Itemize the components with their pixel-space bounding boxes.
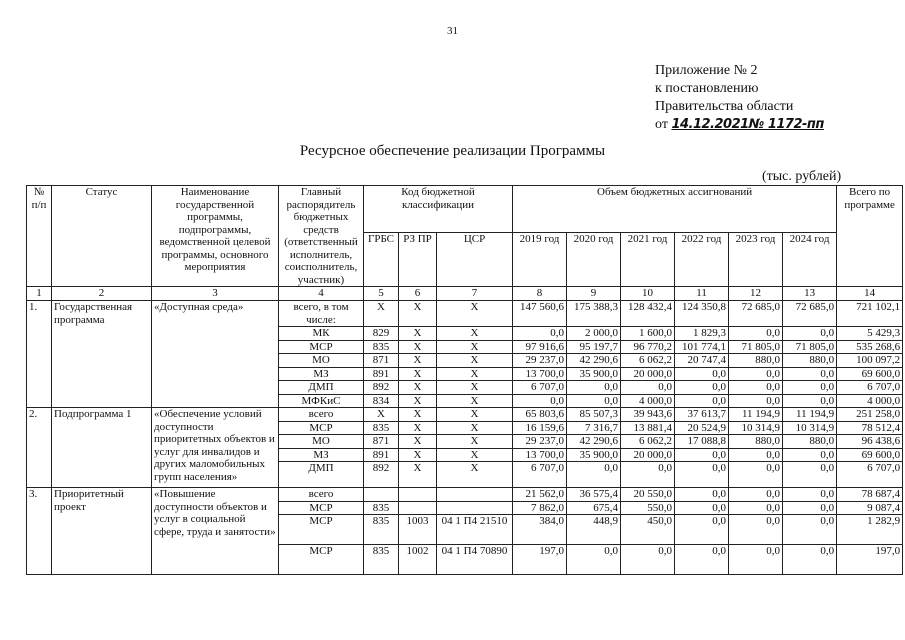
appendix-date-prefix: от (655, 117, 668, 132)
row-rzpr: Х (399, 421, 437, 435)
header-rzpr: РЗ ПР (399, 233, 437, 287)
row-year-value: 0,0 (729, 381, 783, 395)
row-year-value: 0,0 (675, 381, 729, 395)
row-year-value: 65 803,6 (513, 408, 567, 422)
row-year-value: 0,0 (729, 448, 783, 462)
row-year-value: 0,0 (567, 381, 621, 395)
header-admin: Главный распорядитель бюджетных средств (ответственный исполнитель, соисполнитель, участник) (279, 186, 364, 287)
header-status: Статус (52, 186, 152, 287)
row-year-value: 21 562,0 (513, 488, 567, 502)
row-admin: МЗ (279, 367, 364, 381)
row-grbs: 829 (364, 327, 399, 341)
row-year-value: 35 900,0 (567, 367, 621, 381)
row-year-value: 880,0 (729, 435, 783, 449)
row-year-value: 0,0 (783, 448, 837, 462)
row-year-value: 6 062,2 (621, 354, 675, 368)
row-year-value: 36 575,4 (567, 488, 621, 502)
row-year-value: 880,0 (783, 354, 837, 368)
row-grbs: 891 (364, 448, 399, 462)
row-year-value: 0,0 (729, 462, 783, 488)
row-rzpr: Х (399, 435, 437, 449)
row-rzpr: Х (399, 340, 437, 354)
row-year-value: 11 194,9 (729, 408, 783, 422)
header-name: Наименование государственной программы, подпрограммы, ведомственной целевой программы, основного мероприятия (152, 186, 279, 287)
column-number: 14 (837, 287, 903, 301)
row-csr: Х (437, 367, 513, 381)
row-total-value: 6 707,0 (837, 381, 903, 395)
units-label: (тыс. рублей) (762, 169, 842, 184)
row-rzpr: 1003 (399, 515, 437, 545)
row-year-value: 37 613,7 (675, 408, 729, 422)
row-total-value: 9 087,4 (837, 501, 903, 515)
row-number: 2. (27, 408, 52, 488)
row-csr: Х (437, 340, 513, 354)
row-year-value: 0,0 (729, 367, 783, 381)
row-year-value: 10 314,9 (783, 421, 837, 435)
row-year-value: 97 916,6 (513, 340, 567, 354)
row-rzpr: Х (399, 367, 437, 381)
table-row (27, 408, 903, 422)
row-csr (437, 501, 513, 515)
row-admin: МФКиС (279, 394, 364, 408)
row-admin: ДМП (279, 462, 364, 488)
appendix-line-3: Правительства области (655, 99, 794, 114)
row-year-value: 10 314,9 (729, 421, 783, 435)
row-year-value: 20 524,9 (675, 421, 729, 435)
row-grbs: 892 (364, 381, 399, 395)
column-number: 7 (437, 287, 513, 301)
row-year-value: 0,0 (675, 501, 729, 515)
row-year-value: 0,0 (513, 327, 567, 341)
row-year-value: 675,4 (567, 501, 621, 515)
row-grbs: 892 (364, 462, 399, 488)
row-admin: всего (279, 408, 364, 422)
row-year-value: 128 432,4 (621, 301, 675, 327)
row-csr: Х (437, 301, 513, 327)
row-year-value: 0,0 (675, 367, 729, 381)
row-grbs: 834 (364, 394, 399, 408)
row-year-value: 384,0 (513, 515, 567, 545)
row-year-value: 0,0 (729, 501, 783, 515)
row-name: «Доступная среда» (152, 301, 279, 408)
row-year-value: 0,0 (783, 394, 837, 408)
row-year-value: 20 747,4 (675, 354, 729, 368)
row-admin: МСР (279, 421, 364, 435)
row-csr: Х (437, 327, 513, 341)
row-year-value: 29 237,0 (513, 435, 567, 449)
row-total-value: 1 282,9 (837, 515, 903, 545)
row-year-value: 17 088,8 (675, 435, 729, 449)
column-number-row (27, 287, 903, 301)
row-rzpr: Х (399, 408, 437, 422)
column-number: 10 (621, 287, 675, 301)
row-year-value: 0,0 (783, 381, 837, 395)
row-year-value: 71 805,0 (783, 340, 837, 354)
column-number: 4 (279, 287, 364, 301)
row-year-value: 0,0 (675, 462, 729, 488)
row-total-value: 721 102,1 (837, 301, 903, 327)
row-grbs (364, 488, 399, 502)
row-admin: всего, в том числе: (279, 301, 364, 327)
row-year-value: 29 237,0 (513, 354, 567, 368)
row-total-value: 96 438,6 (837, 435, 903, 449)
column-number: 3 (152, 287, 279, 301)
row-grbs: 891 (364, 367, 399, 381)
column-number: 9 (567, 287, 621, 301)
row-csr: 04 1 П4 70890 (437, 545, 513, 575)
column-number: 1 (27, 287, 52, 301)
row-rzpr: Х (399, 327, 437, 341)
header-budget-code: Код бюджетной классификации (364, 186, 513, 233)
row-total-value: 251 258,0 (837, 408, 903, 422)
row-year-value: 13 700,0 (513, 367, 567, 381)
row-year-value: 42 290,6 (567, 354, 621, 368)
column-number: 6 (399, 287, 437, 301)
row-year-value: 0,0 (513, 394, 567, 408)
appendix-line-1: Приложение № 2 (655, 63, 758, 78)
budget-table (26, 185, 903, 575)
row-year-value: 0,0 (621, 381, 675, 395)
row-year-value: 42 290,6 (567, 435, 621, 449)
row-status: Государственная программа (52, 301, 152, 408)
row-total-value: 535 268,6 (837, 340, 903, 354)
row-grbs: 835 (364, 501, 399, 515)
row-grbs: 835 (364, 545, 399, 575)
row-year-value: 0,0 (729, 394, 783, 408)
row-year-value: 0,0 (567, 545, 621, 575)
row-year-value: 880,0 (783, 435, 837, 449)
row-csr: Х (437, 394, 513, 408)
column-number: 11 (675, 287, 729, 301)
row-year-value: 0,0 (729, 545, 783, 575)
row-year-value: 72 685,0 (783, 301, 837, 327)
row-year-value: 0,0 (783, 501, 837, 515)
row-rzpr (399, 501, 437, 515)
row-admin: МО (279, 435, 364, 449)
row-year-value: 448,9 (567, 515, 621, 545)
row-year-value: 95 197,7 (567, 340, 621, 354)
header-2023: 2023 год (729, 233, 783, 287)
row-rzpr: Х (399, 462, 437, 488)
row-year-value: 72 685,0 (729, 301, 783, 327)
row-grbs: Х (364, 408, 399, 422)
row-year-value: 0,0 (783, 327, 837, 341)
row-csr: Х (437, 408, 513, 422)
row-year-value: 0,0 (783, 515, 837, 545)
column-number: 8 (513, 287, 567, 301)
row-year-value: 0,0 (783, 488, 837, 502)
row-year-value: 0,0 (783, 367, 837, 381)
appendix-block (655, 62, 824, 134)
row-total-value: 5 429,3 (837, 327, 903, 341)
row-year-value: 450,0 (621, 515, 675, 545)
row-year-value: 0,0 (675, 515, 729, 545)
row-year-value: 85 507,3 (567, 408, 621, 422)
row-total-value: 69 600,0 (837, 367, 903, 381)
row-year-value: 1 600,0 (621, 327, 675, 341)
row-year-value: 0,0 (675, 394, 729, 408)
row-total-value: 197,0 (837, 545, 903, 575)
row-rzpr: 1002 (399, 545, 437, 575)
row-admin: всего (279, 488, 364, 502)
row-year-value: 0,0 (729, 488, 783, 502)
row-status: Подпрограмма 1 (52, 408, 152, 488)
row-year-value: 0,0 (621, 462, 675, 488)
row-year-value: 20 000,0 (621, 448, 675, 462)
row-year-value: 4 000,0 (621, 394, 675, 408)
row-year-value: 0,0 (567, 462, 621, 488)
row-year-value: 0,0 (675, 488, 729, 502)
row-year-value: 7 862,0 (513, 501, 567, 515)
row-year-value: 11 194,9 (783, 408, 837, 422)
row-admin: МК (279, 327, 364, 341)
header-2021: 2021 год (621, 233, 675, 287)
document-title: Ресурсное обеспечение реализации Программы (299, 143, 606, 159)
row-year-value: 16 159,6 (513, 421, 567, 435)
row-csr: Х (437, 354, 513, 368)
column-number: 2 (52, 287, 152, 301)
row-year-value: 39 943,6 (621, 408, 675, 422)
table-row (27, 301, 903, 327)
row-rzpr: Х (399, 448, 437, 462)
page-number: 31 (447, 25, 458, 37)
row-year-value: 0,0 (729, 515, 783, 545)
row-csr: Х (437, 421, 513, 435)
row-csr (437, 488, 513, 502)
row-year-value: 35 900,0 (567, 448, 621, 462)
row-admin: МСР (279, 340, 364, 354)
row-year-value: 197,0 (513, 545, 567, 575)
row-grbs: 835 (364, 515, 399, 545)
header-total: Всего по программе (837, 186, 903, 287)
row-year-value: 20 000,0 (621, 367, 675, 381)
row-rzpr (399, 488, 437, 502)
row-year-value: 0,0 (567, 394, 621, 408)
row-total-value: 100 097,2 (837, 354, 903, 368)
row-rzpr: Х (399, 381, 437, 395)
row-admin: МСР (279, 501, 364, 515)
row-name: «Повышение доступности объектов и услуг в социальной сфере, труда и занятости» (152, 488, 279, 575)
header-2022: 2022 год (675, 233, 729, 287)
header-volume: Объем бюджетных ассигнований (513, 186, 837, 233)
row-year-value: 6 707,0 (513, 381, 567, 395)
header-grbs: ГРБС (364, 233, 399, 287)
table-row (27, 488, 903, 502)
row-csr: Х (437, 435, 513, 449)
row-total-value: 78 687,4 (837, 488, 903, 502)
row-rzpr: Х (399, 394, 437, 408)
row-status: Приоритетный проект (52, 488, 152, 575)
row-name: «Обеспечение условий доступности приоритетных объектов и услуг для инвалидов и других маломобильных групп населения» (152, 408, 279, 488)
row-admin: МСР (279, 545, 364, 575)
row-year-value: 147 560,6 (513, 301, 567, 327)
row-year-value: 6 062,2 (621, 435, 675, 449)
row-year-value: 1 829,3 (675, 327, 729, 341)
row-year-value: 0,0 (783, 545, 837, 575)
row-grbs: 871 (364, 354, 399, 368)
header-2019: 2019 год (513, 233, 567, 287)
row-year-value: 96 770,2 (621, 340, 675, 354)
row-number: 1. (27, 301, 52, 408)
row-year-value: 124 350,8 (675, 301, 729, 327)
row-grbs: 835 (364, 421, 399, 435)
row-total-value: 6 707,0 (837, 462, 903, 488)
row-year-value: 550,0 (621, 501, 675, 515)
row-year-value: 13 881,4 (621, 421, 675, 435)
row-year-value: 101 774,1 (675, 340, 729, 354)
row-grbs: 835 (364, 340, 399, 354)
row-total-value: 4 000,0 (837, 394, 903, 408)
appendix-line-4 (655, 116, 824, 134)
header-2024: 2024 год (783, 233, 837, 287)
row-year-value: 0,0 (621, 545, 675, 575)
row-rzpr: Х (399, 354, 437, 368)
row-csr: Х (437, 381, 513, 395)
row-year-value: 13 700,0 (513, 448, 567, 462)
header-2020: 2020 год (567, 233, 621, 287)
column-number: 13 (783, 287, 837, 301)
row-admin: МСР (279, 515, 364, 545)
row-rzpr: Х (399, 301, 437, 327)
row-year-value: 880,0 (729, 354, 783, 368)
row-admin: МО (279, 354, 364, 368)
row-year-value: 7 316,7 (567, 421, 621, 435)
row-year-value: 0,0 (729, 327, 783, 341)
handwritten-date-number: 14.12.2021№ 1172-пп (671, 117, 824, 132)
appendix-line-2: к постановлению (655, 81, 759, 96)
row-admin: ДМП (279, 381, 364, 395)
row-year-value: 6 707,0 (513, 462, 567, 488)
row-grbs: 871 (364, 435, 399, 449)
row-admin: МЗ (279, 448, 364, 462)
header-num: № п/п (27, 186, 52, 287)
row-year-value: 0,0 (675, 545, 729, 575)
row-total-value: 78 512,4 (837, 421, 903, 435)
row-year-value: 0,0 (675, 448, 729, 462)
row-year-value: 175 388,3 (567, 301, 621, 327)
row-total-value: 69 600,0 (837, 448, 903, 462)
row-csr: 04 1 П4 21510 (437, 515, 513, 545)
row-csr: Х (437, 448, 513, 462)
row-number: 3. (27, 488, 52, 575)
row-year-value: 0,0 (783, 462, 837, 488)
column-number: 5 (364, 287, 399, 301)
row-csr: Х (437, 462, 513, 488)
row-year-value: 2 000,0 (567, 327, 621, 341)
row-grbs: Х (364, 301, 399, 327)
row-year-value: 20 550,0 (621, 488, 675, 502)
column-number: 12 (729, 287, 783, 301)
header-csr: ЦСР (437, 233, 513, 287)
row-year-value: 71 805,0 (729, 340, 783, 354)
